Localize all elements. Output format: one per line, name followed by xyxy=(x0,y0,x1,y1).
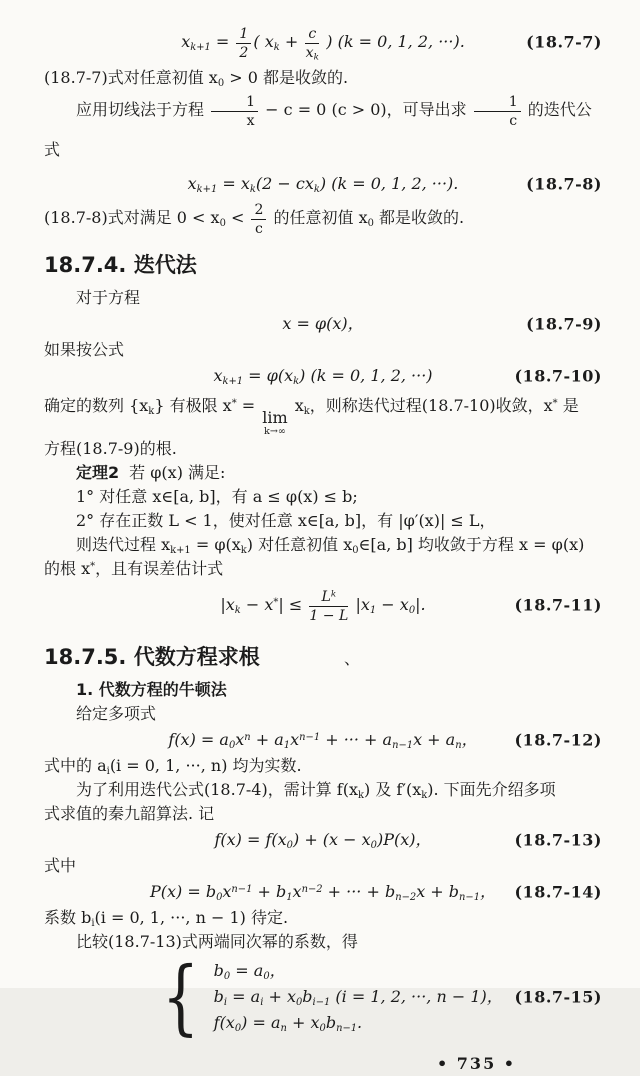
equation-18-7-14-tag: (18.7-14) xyxy=(514,882,602,902)
equation-18-7-7 xyxy=(44,19,602,65)
para-given-polynomial: 给定多项式 xyxy=(76,703,157,723)
equation-18-7-9-tag: (18.7-9) xyxy=(526,314,602,334)
para-if-by-formula: 如果按公式 xyxy=(44,340,125,359)
equation-18-7-7-tag: (18.7-7) xyxy=(526,32,602,52)
theorem-text: 若 φ(x) 满足: xyxy=(129,462,226,482)
para-coefficients-tbd: 系数 $b_i(i = 0$, 1, ···, n − 1) 待定. xyxy=(44,907,289,929)
equation-18-7-9 xyxy=(44,311,602,337)
equation-18-7-12 xyxy=(44,727,602,753)
system-line-1: $b_0 = a_0$， xyxy=(213,960,286,982)
equation-18-7-8 xyxy=(44,171,602,197)
para-compare-coefficients: 比较(18.7-13)式两端同次幂的系数，得 xyxy=(76,931,358,951)
subheading-newton-method: 1. 代数方程的牛顿法 xyxy=(76,679,227,699)
equation-18-7-8-tag: (18.7-8) xyxy=(526,174,602,194)
equation-18-7-11-tag: (18.7-11) xyxy=(514,595,602,615)
system-lines xyxy=(214,958,503,1036)
equation-18-7-12-tag: (18.7-12) xyxy=(514,730,602,750)
system-line-2: $b_i = a_i + x_0b_{i-1}$ (i = 1, 2, ···, n − 1)， xyxy=(213,986,503,1008)
ink-mark: 、 xyxy=(344,648,361,668)
section-heading-18-7-5 xyxy=(44,644,602,670)
equation-18-7-11-body: $|x_k - x^*|$ ≤ $\frac{L^k}{1 - L}$ $|x_1 - x_0|$. xyxy=(220,588,426,624)
para-f7-convergence-note: (18.7-7)式对任意初值 $x_0 > 0$ 都是收敛的. xyxy=(44,68,349,89)
theorem-label: 定理2 xyxy=(76,462,120,482)
equation-18-7-12-body: $f(x) = a_0x^n + a_1x^{n-1}$ + ··· + $a_{n-1}x + a_n$， xyxy=(168,729,478,751)
para-conclusion-line2: 的根 x*，且有误差估计式 xyxy=(44,558,224,578)
para-sequence-limit-line1: 确定的数列 $\{x_k\}$ 有极限 x* = lim k→∞ $x_k$，则称迭代过程(18.7-10)收敛，x* 是 xyxy=(44,396,579,437)
para-coefficients-real: 式中的 $a_i(i = 0$, 1, ···, n) 均为实数. xyxy=(44,755,302,777)
para-qin-jiushao-line1: 为了利用迭代公式(18.7-4)，需计算 $f(x_k)$ 及 $f'(x_k)$. 下面先介绍多项 xyxy=(76,779,556,801)
equation-18-7-9-body: x = φ(x)， xyxy=(282,314,364,333)
para-theorem-2 xyxy=(44,461,602,485)
para-for-equation: 对于方程 xyxy=(76,288,141,307)
equation-18-7-15-tag: (18.7-15) xyxy=(514,987,602,1007)
equation-18-7-7-body: $x_{k+1}$ = $\frac{1}{2}$ ( $x_k$ + $\frac{c}{x_k}$ ) (k = 0, 1, 2, ···). xyxy=(181,26,465,63)
para-condition-2: 2° 存在正数 L < 1，使对任意 x∈[a, b]，有 |φ′(x)| ≤ L， xyxy=(76,510,496,530)
equation-18-7-13-body: $f(x) = f(x_0) + (x - x_0)P(x)$， xyxy=(214,829,432,851)
page-number: • 735 • xyxy=(437,1053,516,1073)
equation-18-7-13 xyxy=(44,827,602,853)
para-tangent-method: 应用切线法于方程 $\frac{1}{x}$ − c = 0 (c > 0)，可导出求 $\frac{1}{c}$ 的迭代公式 xyxy=(44,94,592,159)
para-condition-1: 1° 对任意 x∈[a, b]，有 a ≤ φ(x) ≤ b; xyxy=(76,486,358,506)
equation-18-7-10-tag: (18.7-10) xyxy=(514,366,602,386)
equation-18-7-10-body: $x_{k+1} = \varphi(x_k) (k = 0$, 1, 2, ···) xyxy=(213,366,433,387)
para-f8-convergence-note: (18.7-8)式对满足 $0 < x_0$ < $\frac{2}{c}$ 的任意初值 $x_0$ 都是收敛的. xyxy=(44,202,465,238)
equation-18-7-14-body: $P(x) = b_0x^{n-1} + b_1x^{n-2}$ + ··· + $b_{n-2}x + b_{n-1}$， xyxy=(149,881,497,903)
equation-18-7-10 xyxy=(44,363,602,389)
equation-system-18-7-15 xyxy=(44,949,602,1044)
para-conclusion-line1: 则迭代过程 $x_{k+1} = \varphi(x_k)$ 对任意初值 $x_0\in[a$, b] 均收敛于方程 x = φ(x) xyxy=(76,534,585,556)
equation-18-7-14 xyxy=(44,879,602,905)
left-brace: { xyxy=(162,949,200,1044)
equation-18-7-13-tag: (18.7-13) xyxy=(514,830,602,850)
section-heading-18-7-5-text: 18.7.5. 代数方程求根 xyxy=(44,644,260,669)
para-sequence-limit-line2: 方程(18.7-9)的根. xyxy=(44,438,177,458)
system-line-3: $f(x_0) = a_n + x_0b_{n-1}$. xyxy=(213,1012,363,1034)
equation-18-7-11 xyxy=(44,582,602,628)
para-where: 式中 xyxy=(44,855,77,875)
para-qin-jiushao-line2: 式求值的秦九韶算法. 记 xyxy=(44,803,215,823)
equation-18-7-8-body: $x_{k+1} = x_k(2 - cx_k) (k = 0$, 1, 2, ···). xyxy=(187,174,459,195)
section-heading-18-7-4: 18.7.4. 迭代法 xyxy=(44,253,197,277)
